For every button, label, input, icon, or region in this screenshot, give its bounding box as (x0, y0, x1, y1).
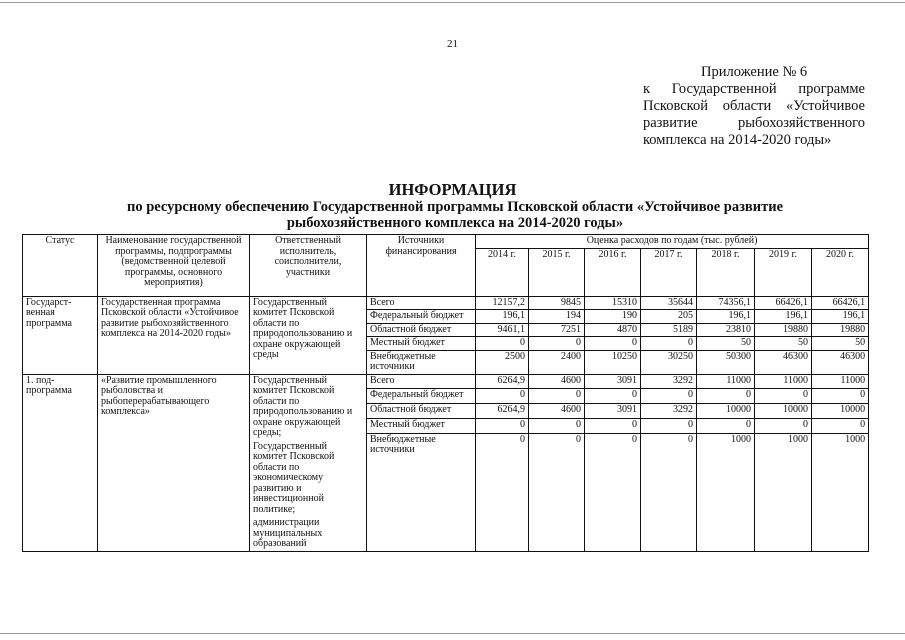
executor-cell (250, 296, 367, 374)
appendix-block (643, 64, 865, 149)
value-cell: 0 (697, 418, 755, 433)
appendix-line-5: комплекса на 2014-2020 годы» (643, 132, 832, 148)
value-cell: 5189 (641, 323, 697, 337)
value-cell: 50 (755, 337, 812, 351)
value-cell: 0 (585, 418, 641, 433)
header-estimate: Оценка расходов по годам (тыс. рублей) (476, 235, 869, 249)
value-cell: 0 (529, 418, 585, 433)
value-cell: 196,1 (812, 310, 869, 324)
value-cell: 10250 (585, 350, 641, 374)
document-subtitle: по ресурсному обеспечению Государственной программы Псковской области «Устойчивое развитие рыбохозяйственного комплекса на 2014-2020 годы» (126, 199, 784, 231)
value-cell: 35644 (641, 296, 697, 310)
value-cell: 10000 (697, 404, 755, 419)
executor-entry: Государственный комитет Псковской области по природопользованию и охране окружающей среды (253, 296, 353, 360)
executor-entry: Государственный комитет Псковской области по природопользованию и охране окружающей среды; (253, 374, 353, 438)
top-scan-edge (0, 2, 905, 3)
value-cell: 0 (585, 337, 641, 351)
value-cell: 0 (812, 418, 869, 433)
source-cell: Внебюджетные источники (367, 350, 476, 374)
status-cell: 1. под-программа (23, 374, 98, 551)
value-cell: 10000 (755, 404, 812, 419)
value-cell: 190 (585, 310, 641, 324)
value-cell: 0 (529, 389, 585, 404)
header-year: 2018 г. (697, 248, 755, 296)
source-cell: Местный бюджет (367, 418, 476, 433)
value-cell: 196,1 (697, 310, 755, 324)
value-cell: 1000 (755, 433, 812, 551)
header-year: 2017 г. (641, 248, 697, 296)
value-cell: 2500 (476, 350, 529, 374)
value-cell: 196,1 (755, 310, 812, 324)
value-cell: 0 (476, 418, 529, 433)
appendix-line-3: Псковской области «Устойчивое (643, 98, 865, 114)
source-cell: Областной бюджет (367, 404, 476, 419)
page-number: 21 (447, 38, 458, 50)
value-cell: 0 (755, 418, 812, 433)
value-cell: 46300 (755, 350, 812, 374)
value-cell: 3292 (641, 374, 697, 389)
value-cell: 19880 (812, 323, 869, 337)
value-cell: 0 (812, 389, 869, 404)
value-cell: 12157,2 (476, 296, 529, 310)
value-cell: 0 (476, 389, 529, 404)
bottom-scan-edge (0, 633, 905, 634)
source-cell: Областной бюджет (367, 323, 476, 337)
value-cell: 0 (641, 389, 697, 404)
value-cell: 2400 (529, 350, 585, 374)
value-cell: 196,1 (476, 310, 529, 324)
value-cell: 0 (476, 433, 529, 551)
document-title: ИНФОРМАЦИЯ (388, 180, 517, 199)
table-row (23, 296, 869, 310)
value-cell: 3292 (641, 404, 697, 419)
source-cell: Всего (367, 374, 476, 389)
value-cell: 0 (529, 337, 585, 351)
value-cell: 23810 (697, 323, 755, 337)
source-cell: Федеральный бюджет (367, 389, 476, 404)
value-cell: 0 (755, 389, 812, 404)
source-cell: Всего (367, 296, 476, 310)
value-cell: 6264,9 (476, 374, 529, 389)
value-cell: 4600 (529, 404, 585, 419)
header-year: 2014 г. (476, 248, 529, 296)
executor-cell (250, 374, 367, 551)
header-row-1 (23, 235, 869, 249)
source-cell: Внебюджетные источники (367, 433, 476, 551)
value-cell: 50300 (697, 350, 755, 374)
appendix-line-4: развитие рыбохозяйственного (643, 115, 865, 131)
value-cell: 3091 (585, 404, 641, 419)
value-cell: 0 (641, 418, 697, 433)
appendix-line-2: к Государственной программе (643, 81, 865, 97)
value-cell: 4870 (585, 323, 641, 337)
value-cell: 3091 (585, 374, 641, 389)
table-row (23, 374, 869, 389)
value-cell: 0 (641, 337, 697, 351)
header-year: 2015 г. (529, 248, 585, 296)
value-cell: 9845 (529, 296, 585, 310)
source-cell: Федеральный бюджет (367, 310, 476, 324)
value-cell: 66426,1 (755, 296, 812, 310)
header-year: 2016 г. (585, 248, 641, 296)
header-executor: Ответственный исполнитель, соисполнители, участники (250, 235, 367, 297)
value-cell: 11000 (755, 374, 812, 389)
value-cell: 74356,1 (697, 296, 755, 310)
resource-table (22, 234, 869, 552)
value-cell: 0 (585, 433, 641, 551)
executor-entry: Государственный комитет Псковской области по экономическому развитию и инвестиционной политике; (253, 440, 335, 515)
program-name-cell: Государственная программа Псковской области «Устойчивое развитие рыбохозяйственного комплекса на 2014-2020 годы» (98, 296, 250, 374)
value-cell: 4600 (529, 374, 585, 389)
header-name: Наименование государственной программы, подпрограммы (ведомственной целевой программы, основного мероприятия) (98, 235, 250, 297)
header-year: 2020 г. (812, 248, 869, 296)
value-cell: 1000 (697, 433, 755, 551)
appendix-line-1: Приложение № 6 (701, 64, 808, 80)
value-cell: 50 (697, 337, 755, 351)
value-cell: 66426,1 (812, 296, 869, 310)
value-cell: 6264,9 (476, 404, 529, 419)
value-cell: 0 (585, 389, 641, 404)
value-cell: 50 (812, 337, 869, 351)
executor-entry: администрации муниципальных образований (253, 517, 323, 549)
header-year: 2019 г. (755, 248, 812, 296)
value-cell: 30250 (641, 350, 697, 374)
value-cell: 11000 (697, 374, 755, 389)
value-cell: 0 (641, 433, 697, 551)
value-cell: 1000 (812, 433, 869, 551)
header-sources: Источники финансирования (367, 235, 476, 297)
value-cell: 19880 (755, 323, 812, 337)
value-cell: 9461,1 (476, 323, 529, 337)
value-cell: 10000 (812, 404, 869, 419)
value-cell: 194 (529, 310, 585, 324)
program-name-cell: «Развитие промышленного рыболовства и рыбоперерабатывающего комплекса» (98, 374, 250, 551)
source-cell: Местный бюджет (367, 337, 476, 351)
value-cell: 0 (476, 337, 529, 351)
status-cell: Государст-венная программа (23, 296, 98, 374)
header-status: Статус (23, 235, 98, 297)
value-cell: 205 (641, 310, 697, 324)
value-cell: 46300 (812, 350, 869, 374)
value-cell: 7251 (529, 323, 585, 337)
value-cell: 15310 (585, 296, 641, 310)
value-cell: 0 (529, 433, 585, 551)
value-cell: 11000 (812, 374, 869, 389)
value-cell: 0 (697, 389, 755, 404)
